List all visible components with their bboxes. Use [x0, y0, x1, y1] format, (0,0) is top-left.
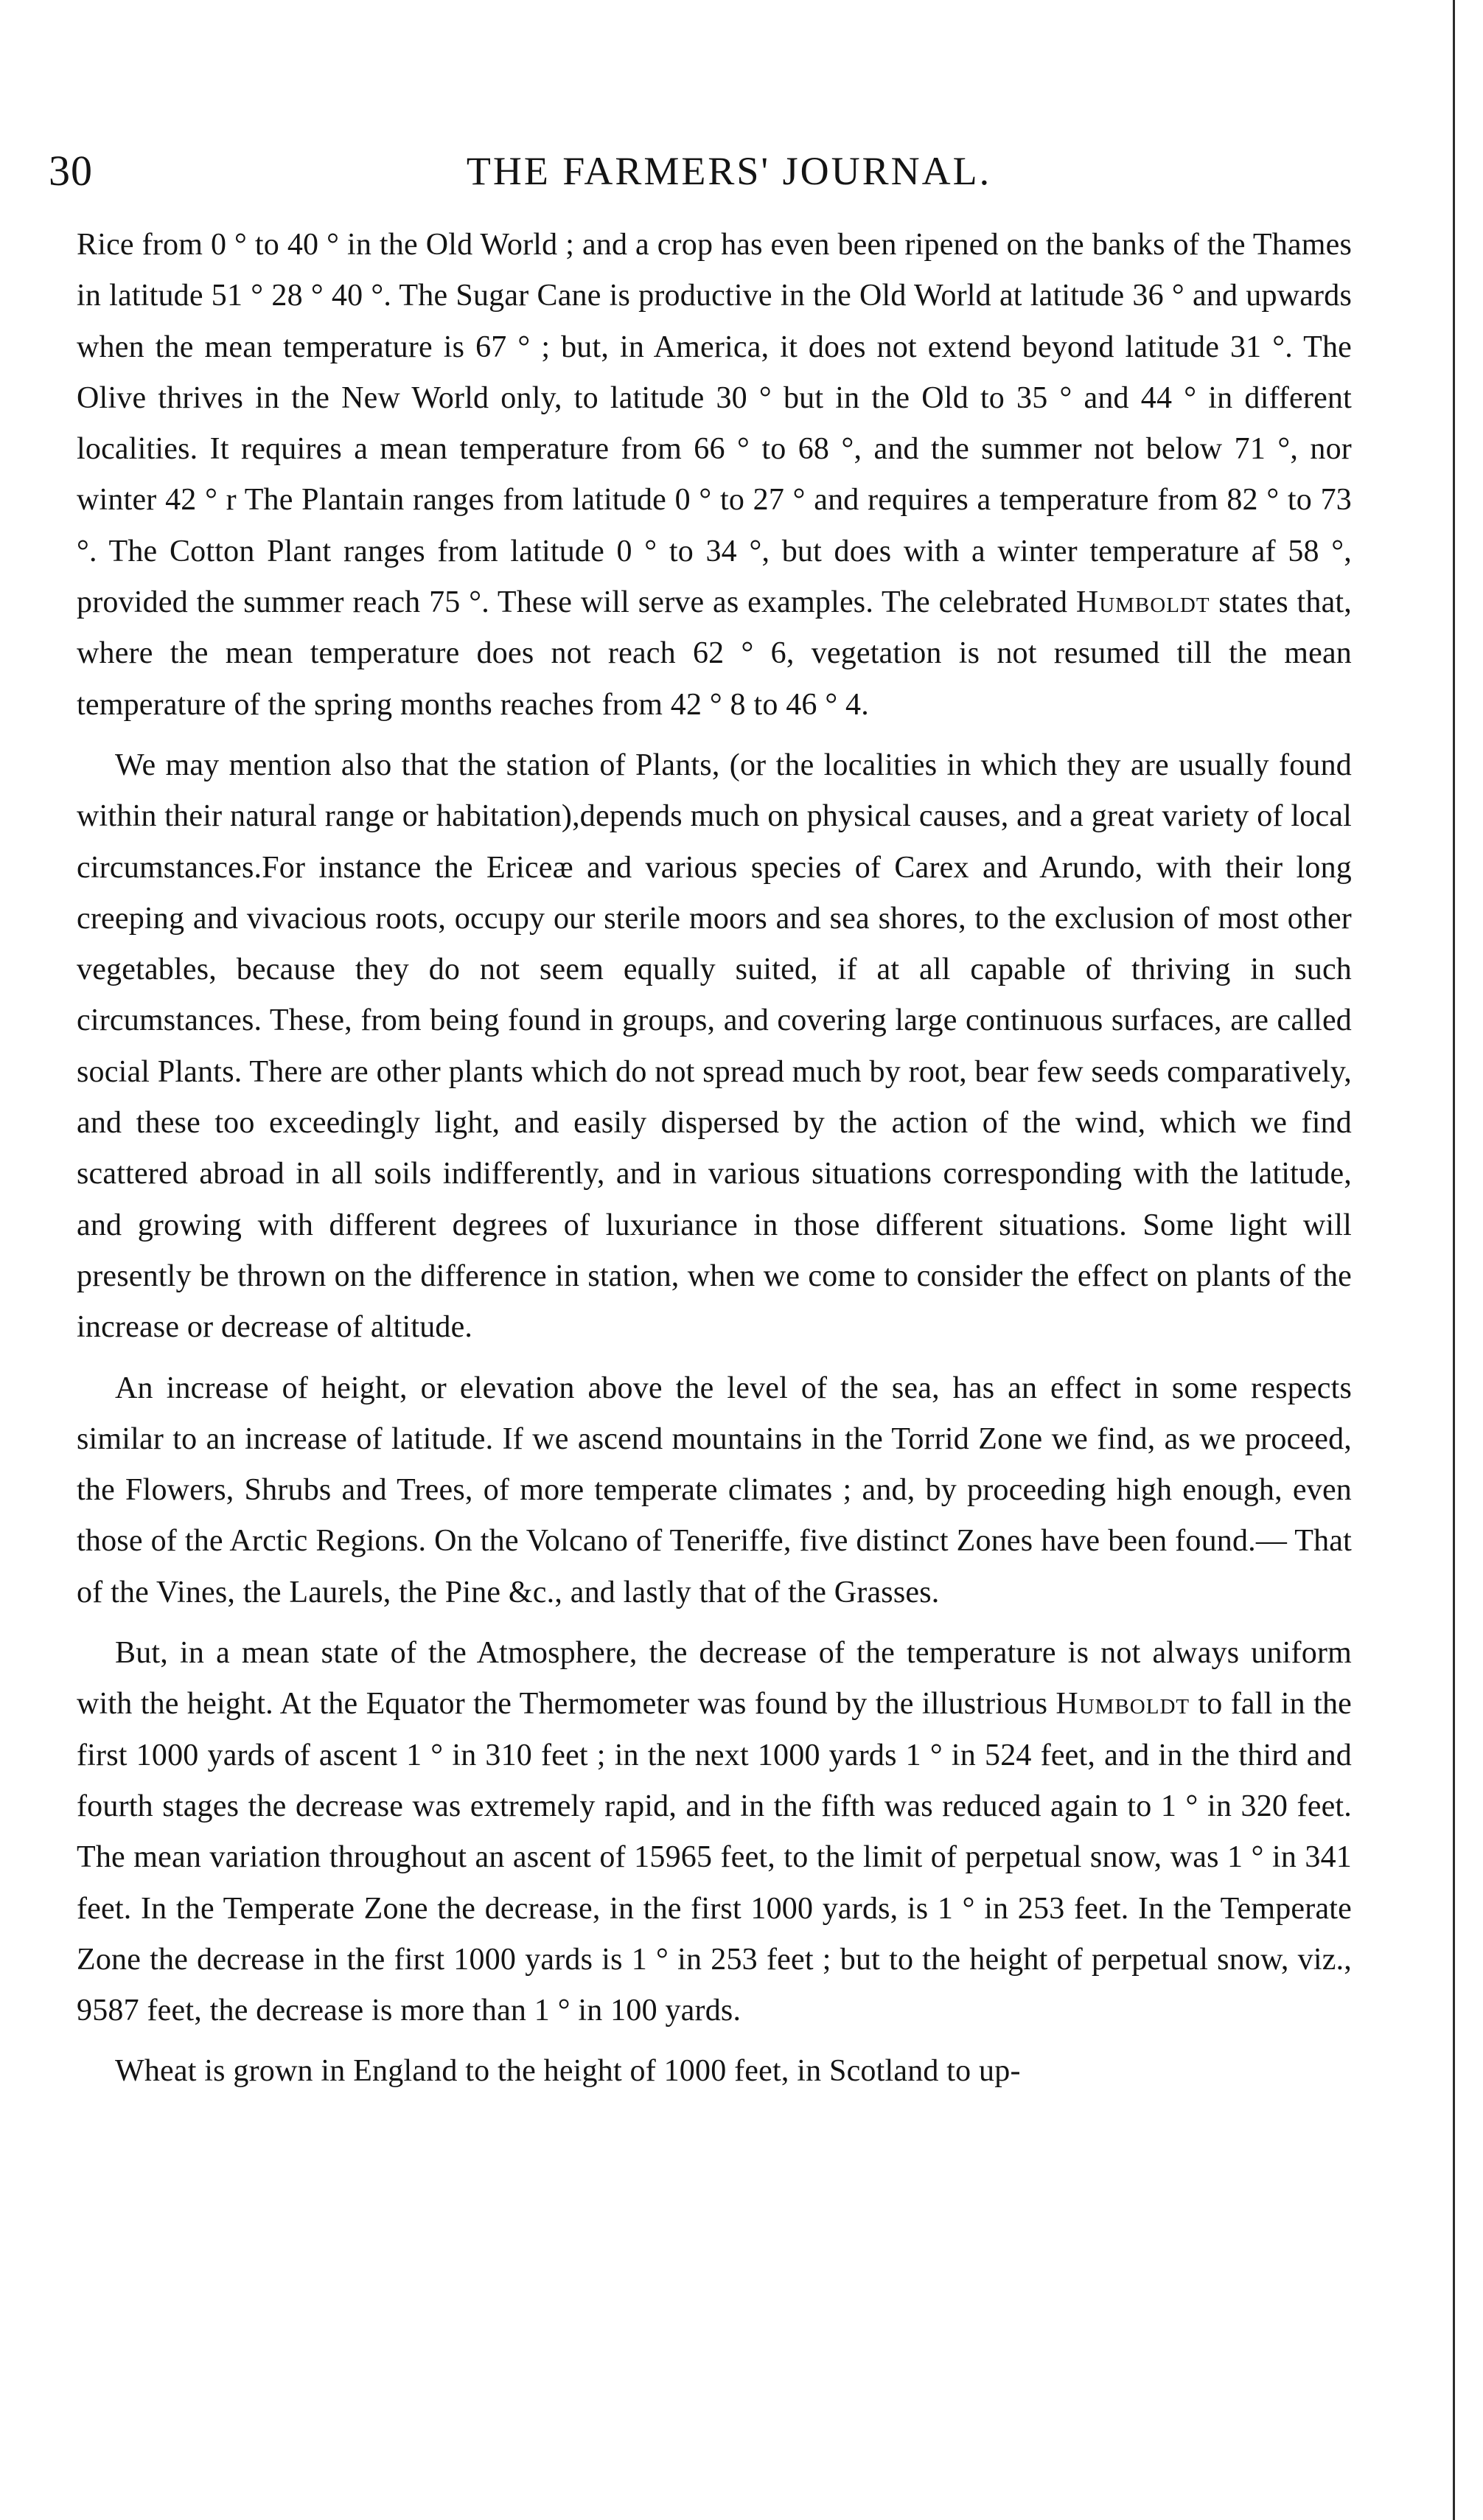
paragraph-text: But, in a mean state of the Atmosphere, the decrease of the temperature is not always uniform with the height. At the Equator the Thermometer was found by the illustrious: [77, 1636, 1352, 1722]
paragraph-text: to fall in the first 1000 yards of ascent 1 ° in 310 feet ; in the next 1000 yards 1 ° in 524 feet, and in the third and fourth stages the decrease was extremely rapid, and in the fifth was reduced again to 1 ° in 320 feet. The mean variation throughout an ascent of 15965 feet, to the limit of perpetual snow, was 1 ° in 341 feet. In the Temperate Zone the decrease, in the first 1000 yards, is 1 ° in 253 feet. In the Temperate Zone the decrease in the first 1000 yards is 1 ° in 253 feet ; but to the height of perpetual snow, viz., 9587 feet, the decrease is more than 1 ° in 100 yards.: [77, 1687, 1352, 2028]
page-edge-rule: [1453, 0, 1455, 2520]
paragraph-wheat-height: Wheat is grown in England to the height of 1000 feet, in Scotland to up-: [115, 2054, 1021, 2089]
name-small-caps: Humboldt: [1055, 1687, 1190, 1722]
paragraph-plant-stations: We may mention also that the station of Plants, (or the localities in which they are usually found within their natural range or habitation),depends much on physical causes, and a great variety of local circumstances.For instance the Ericeæ and various species of Carex and Arundo, with their long creeping and vivacious roots, occupy our sterile moors and sea shores, to the exclusion of most other vegetables, because they do not seem equally suited, if at all capable of thriving in such circumstances. These, from being found in groups, and covering large continuous surfaces, are called social Plants. There are other plants which do not spread much by root, bear few seeds comparatively, and these too exceedingly light, and easily dispersed by the action of the wind, which we find scattered abroad in all soils indifferently, and in various situations corresponding with the latitude, and growing with different degrees of luxuriance in those different situations. Some light will presently be thrown on the difference in station, when we come to consider the effect on plants of the increase or decrease of altitude.: [77, 748, 1352, 1345]
paragraph-altitude-effect: An increase of height, or elevation above the level of the sea, has an effect in some respects similar to an increase of latitude. If we ascend mountains in the Torrid Zone we find, as we proceed, the Flowers, Shrubs and Trees, of more temperate climates ; and, by proceeding high enough, even those of the Arctic Regions. On the Volcano of Teneriffe, five distinct Zones have been found.— That of the Vines, the Laurels, the Pine &c., and lastly that of the Grasses.: [77, 1371, 1352, 1609]
name-small-caps: Humboldt: [1075, 585, 1210, 620]
page-header: [49, 142, 1350, 201]
article-body: [77, 220, 1352, 2107]
paragraph-text: states that, where the mean temperature does not reach 62 ° 6, vegetation is not resumed till the mean temperature of the spring months reaches from 42 ° 8 to 46 ° 4.: [77, 585, 1352, 722]
paragraph-text: Rice from 0 ° to 40 ° in the Old World ; and a crop has even been ripened on the banks of the Thames in latitude 51 ° 28 ° 40 °. The Sugar Cane is productive in the Old World at latitude 36 ° and upwards when the mean temperature is 67 ° ; but, in America, it does not extend beyond latitude 31 °. The Olive thrives in the New World only, to latitude 30 ° but in the Old to 35 ° and 44 ° in different localities. It requires a mean temperature from 66 ° to 68 °, and the summer not below 71 °, nor winter 42 ° r The Plantain ranges from latitude 0 ° to 27 ° and requires a temperature from 82 ° to 73 °. The Cotton Plant ranges from latitude 0 ° to 34 °, but does with a winter temperature af 58 °, provided the summer reach 75 °. These will serve as examples. The celebrated: [77, 228, 1352, 620]
paragraph-crop-latitudes: [77, 220, 1352, 731]
paragraph-temperature-decrease: [77, 1628, 1352, 2036]
running-title: THE FARMERS' JOURNAL.: [466, 149, 992, 193]
page-number: 30: [49, 147, 93, 195]
